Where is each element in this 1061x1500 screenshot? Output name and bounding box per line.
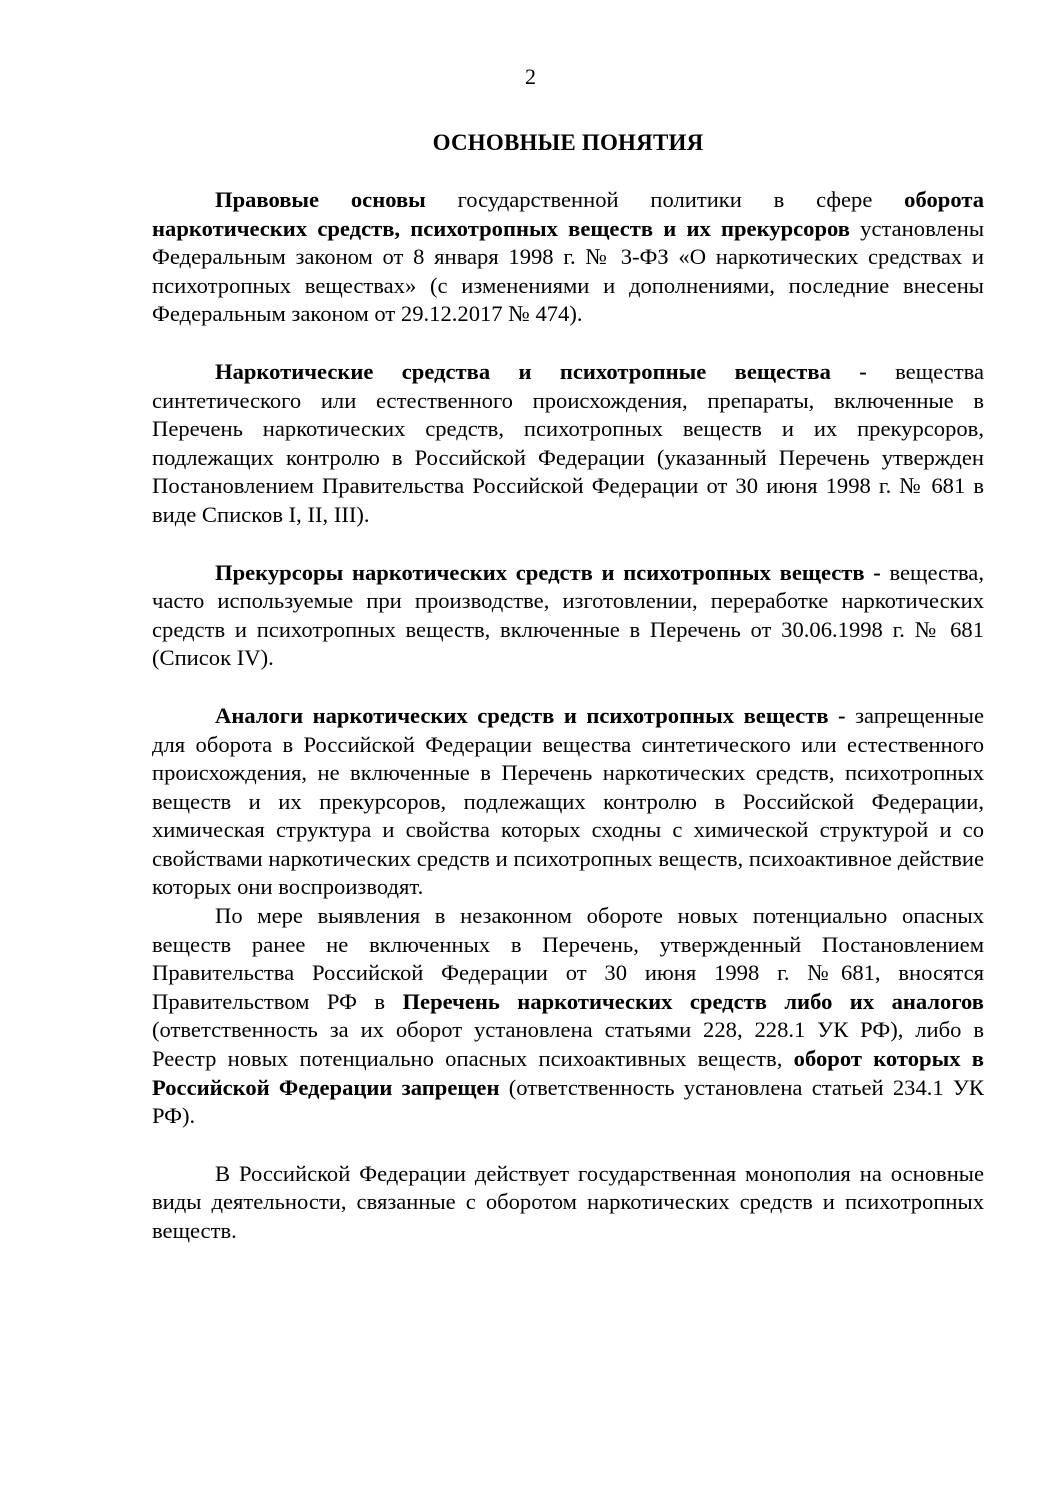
paragraph-analogues-definition — [152, 702, 984, 902]
body-text: (ответственность установлена статьей 234.1 УК РФ). — [152, 1074, 984, 1129]
bold-text: оборот которых в Российской Федерации запрещен — [152, 1046, 984, 1100]
paragraph-legal-basis — [152, 186, 984, 329]
term-bold: Аналоги наркотических средств и психотропных веществ - — [215, 702, 846, 728]
body-text: В Российской Федерации действует государственная монополия на основные виды деятельности, связанные с оборотом наркотических средств и психотропных веществ. — [152, 1160, 984, 1243]
body-text: запрещенные для оборота в Российской Федерации вещества синтетического или естественного происхождения, не включенные в Перечень наркотических средств, психотропных веществ и их прекурсоров, подлежащих контролю в Российской Федерации, химическая структура и свойства которых сходны с химической структурой и со свойствами наркотических средств и психотропных веществ, психоактивное действие которых они воспроизводят. — [152, 702, 984, 900]
body-text: (ответственность за их оборот установлена статьями 228, 228.1 УК РФ), либо в Реестр новых потенциально опасных психоактивных веществ, — [152, 1017, 984, 1072]
page-number: 2 — [525, 64, 536, 89]
body-text: вещества синтетического или естественного происхождения, препараты, включенные в Перечень наркотических средств, психотропных веществ и их прекурсоров, подлежащих контролю в Российской Федерации (указанный Перечень утвержден Постановлением Правительства Российской Федерации от 30 июня 1998 г. № 681 в виде Списков I, II, III). — [152, 358, 984, 527]
paragraph-new-substances — [152, 902, 984, 1131]
body-text: По мере выявления в незаконном обороте новых потенциально опасных веществ ранее не включенных в Перечень, утвержденный Постановлением Правительства Российской Федерации от 30 июня 1998 г. №681, вносятся Правительством РФ в — [152, 903, 984, 1014]
paragraph-precursors-definition — [152, 559, 984, 673]
body-text: установлены Федеральным законом от 8 января 1998 г. № 3-ФЗ «О наркотических средствах и психотропных веществах» (с изменениями и дополнениями, последние внесены Федеральным законом от 29.12.2017 № 474). — [152, 215, 985, 327]
body-text: вещества, часто используемые при производстве, изготовлении, переработке наркотических средств и психотропных веществ, включенные в Перечень от 30.06.1998 г. № 681 (Список IV). — [152, 559, 984, 671]
term-bold: Наркотические средства и психотропные вещества - — [215, 358, 867, 384]
term-bold: Прекурсоры наркотических средств и психотропных веществ - — [215, 559, 881, 585]
page-title: ОСНОВНЫЕ ПОНЯТИЯ — [432, 130, 704, 155]
paragraph-state-monopoly — [152, 1160, 984, 1246]
body-text: государственной политики в сфере — [425, 187, 905, 212]
document-body — [152, 186, 984, 1246]
bold-text: Перечень наркотических средств либо их аналогов — [402, 988, 984, 1014]
bold-text: Правовые основы — [215, 187, 426, 212]
bold-text: оборота наркотических средств, психотропных веществ и их прекурсоров — [152, 187, 984, 241]
paragraph-narcotics-definition — [152, 358, 984, 530]
